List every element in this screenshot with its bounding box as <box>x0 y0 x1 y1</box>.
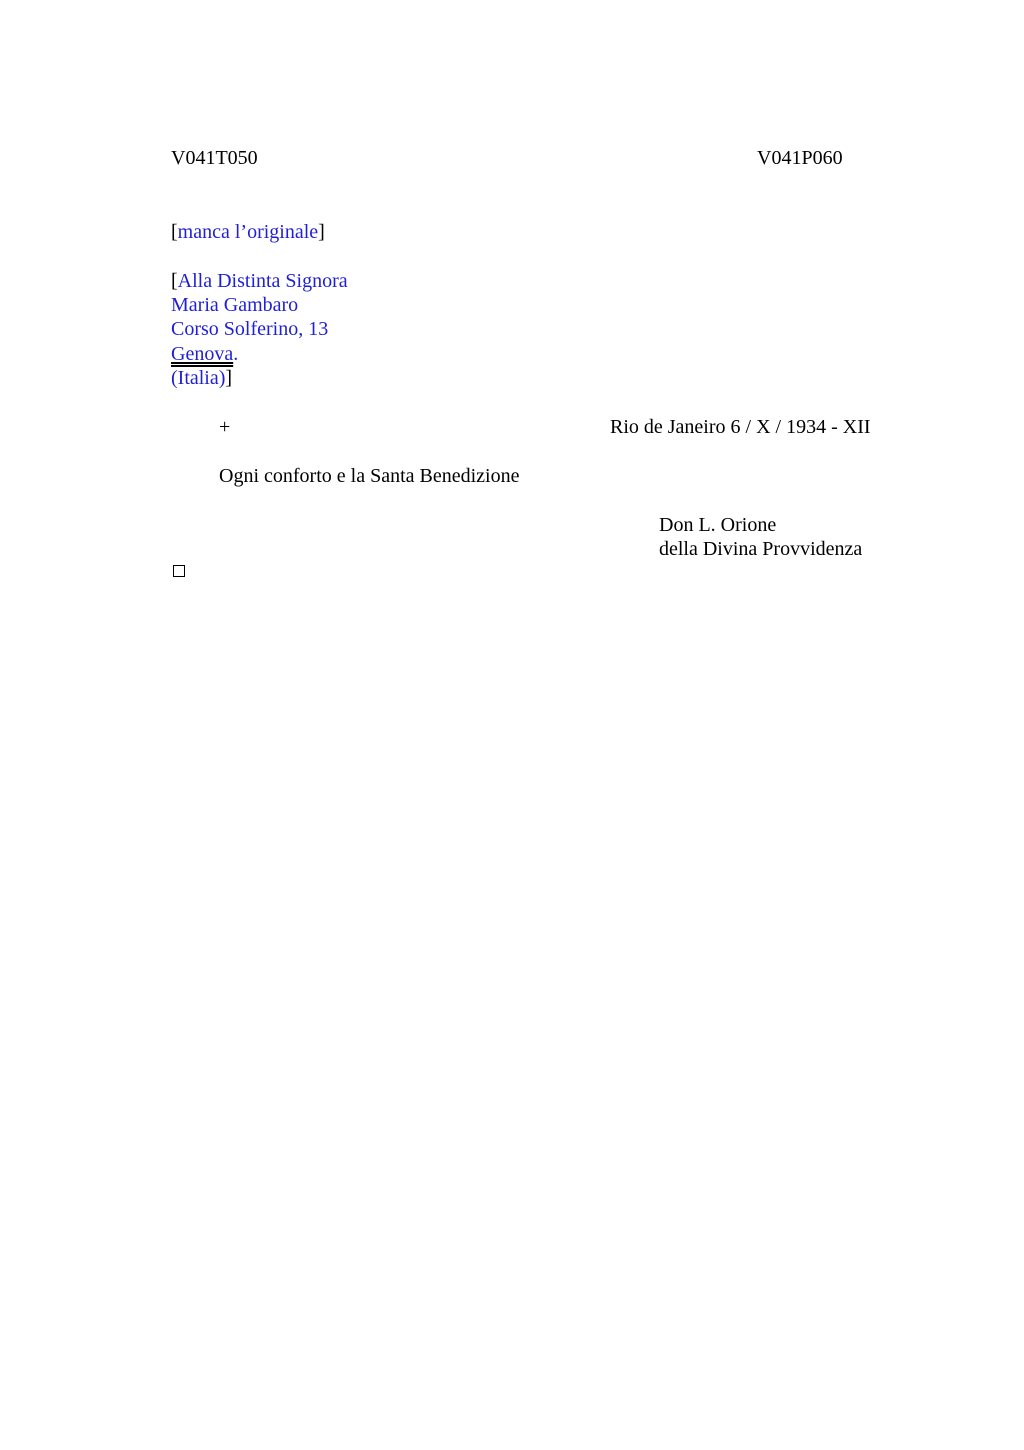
cross-symbol: + <box>219 416 231 438</box>
address-country-line <box>171 366 232 390</box>
address-city: Genova <box>171 343 234 365</box>
address-city-punct: . <box>233 343 239 365</box>
note-text: manca l’originale <box>177 221 319 243</box>
editorial-note <box>171 220 325 244</box>
end-marker-box <box>173 565 185 577</box>
note-close-bracket: ] <box>318 221 325 243</box>
address-recipient-title: Alla Distinta Signora <box>177 270 348 292</box>
address-open-bracket: [ <box>171 270 178 292</box>
place-date: Rio de Janeiro 6 / X / 1934 - XII <box>610 416 871 438</box>
letter-body: Ogni conforto e la Santa Benedizione <box>219 465 520 487</box>
document-code-left: V041T050 <box>171 147 258 169</box>
address-close-bracket: ] <box>225 367 233 389</box>
note-open-bracket: [ <box>171 221 178 243</box>
address-line-3: Corso Solferino, 13 <box>171 318 329 340</box>
address-city-line <box>171 342 238 366</box>
address-line-2: Maria Gambaro <box>171 294 299 316</box>
address-line-1 <box>171 269 348 293</box>
document-code-right: V041P060 <box>757 147 843 169</box>
signature-name: Don L. Orione <box>659 514 777 536</box>
address-country: (Italia) <box>171 367 226 389</box>
signature-title: della Divina Provvidenza <box>659 538 863 560</box>
